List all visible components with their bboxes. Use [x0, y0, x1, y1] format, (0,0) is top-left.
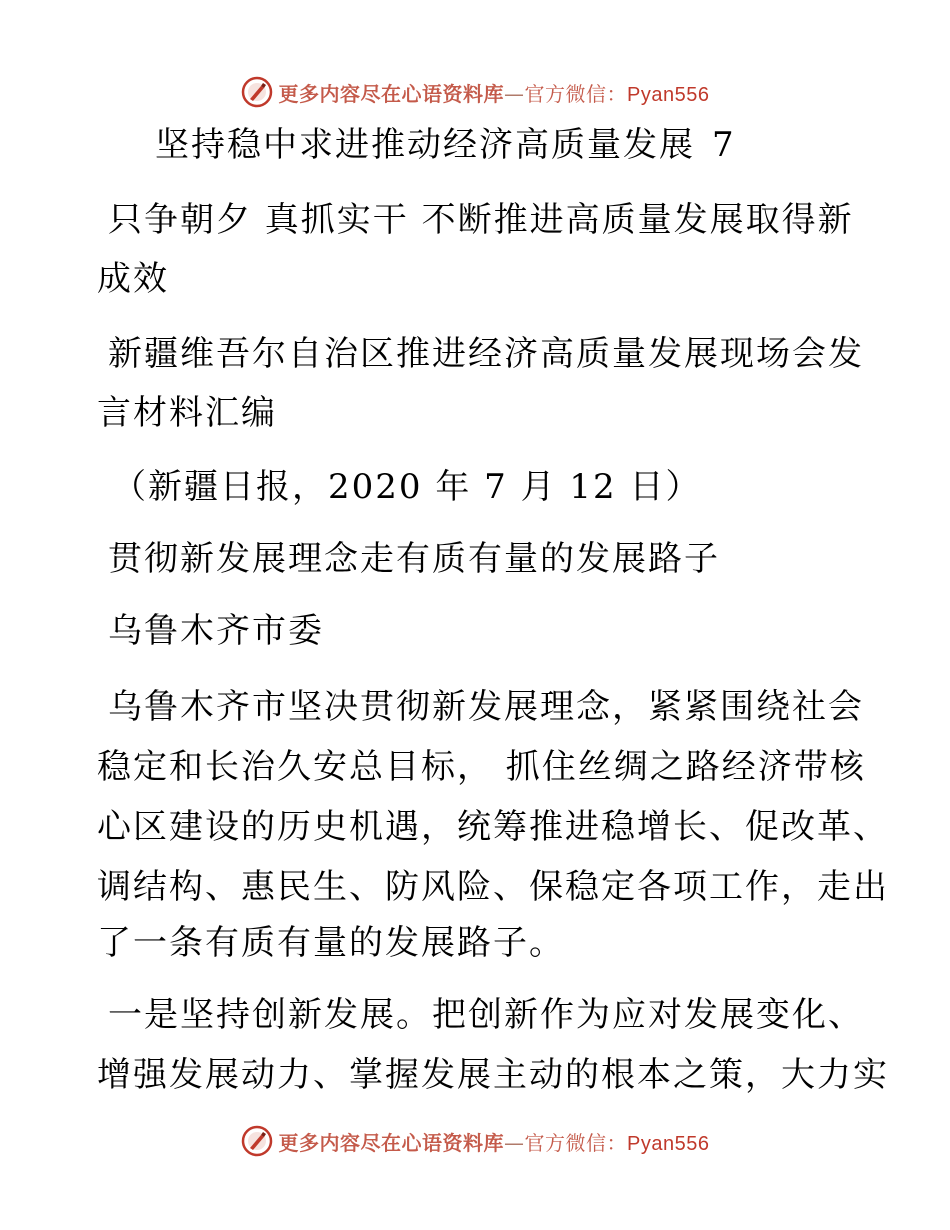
heading-line-2: 成效	[97, 259, 169, 299]
paragraph-line: 稳定和长治久安总目标， 抓住丝绸之路经济带核	[97, 747, 866, 787]
watermark-text	[279, 78, 710, 107]
watermark-id: Pyan556	[627, 1132, 710, 1155]
paragraph-line: 心区建设的历史机遇，统筹推进稳增长、促改革、	[97, 807, 889, 847]
watermark-label: 官方微信：	[524, 81, 628, 106]
watermark-text	[279, 1127, 710, 1156]
paragraph-line: 增强发展动力、掌握发展主动的根本之策，大力实	[97, 1055, 889, 1095]
watermark-separator: —	[504, 1130, 525, 1155]
subheading-line-1: 新疆维吾尔自治区推进经济高质量发展现场会发	[108, 334, 864, 374]
heading-line-1: 只争朝夕 真抓实干 不断推进高质量发展取得新	[108, 200, 854, 240]
watermark-main-text: 更多内容尽在心语资料库	[278, 81, 505, 106]
watermark-bottom	[0, 1121, 950, 1161]
source-line: （新疆日报，2020 年 7 月 12 日）	[112, 467, 702, 507]
watermark-id: Pyan556	[627, 83, 710, 106]
pen-seal-logo-icon	[241, 76, 273, 108]
watermark-separator: —	[504, 81, 525, 106]
watermark-top	[0, 72, 950, 112]
paragraph-line: 乌鲁木齐市坚决贯彻新发展理念，紧紧围绕社会	[108, 687, 864, 727]
document-title	[155, 118, 695, 172]
watermark-label: 官方微信：	[524, 1130, 628, 1155]
author: 乌鲁木齐市委	[108, 611, 324, 651]
page-number: 7	[712, 125, 736, 165]
subheading-line-2: 言材料汇编	[97, 393, 277, 433]
pen-seal-logo-icon	[241, 1125, 273, 1157]
watermark-main-text: 更多内容尽在心语资料库	[278, 1130, 505, 1155]
paragraph-line: 了一条有质有量的发展路子。	[97, 923, 565, 963]
paragraph-line: 一是坚持创新发展。把创新作为应对发展变化、	[108, 995, 864, 1035]
article-title: 贯彻新发展理念走有质有量的发展路子	[108, 539, 720, 579]
paragraph-line: 调结构、惠民生、防风险、保稳定各项工作，走出	[97, 867, 889, 907]
document-title-text: 坚持稳中求进推动经济高质量发展	[155, 125, 695, 165]
